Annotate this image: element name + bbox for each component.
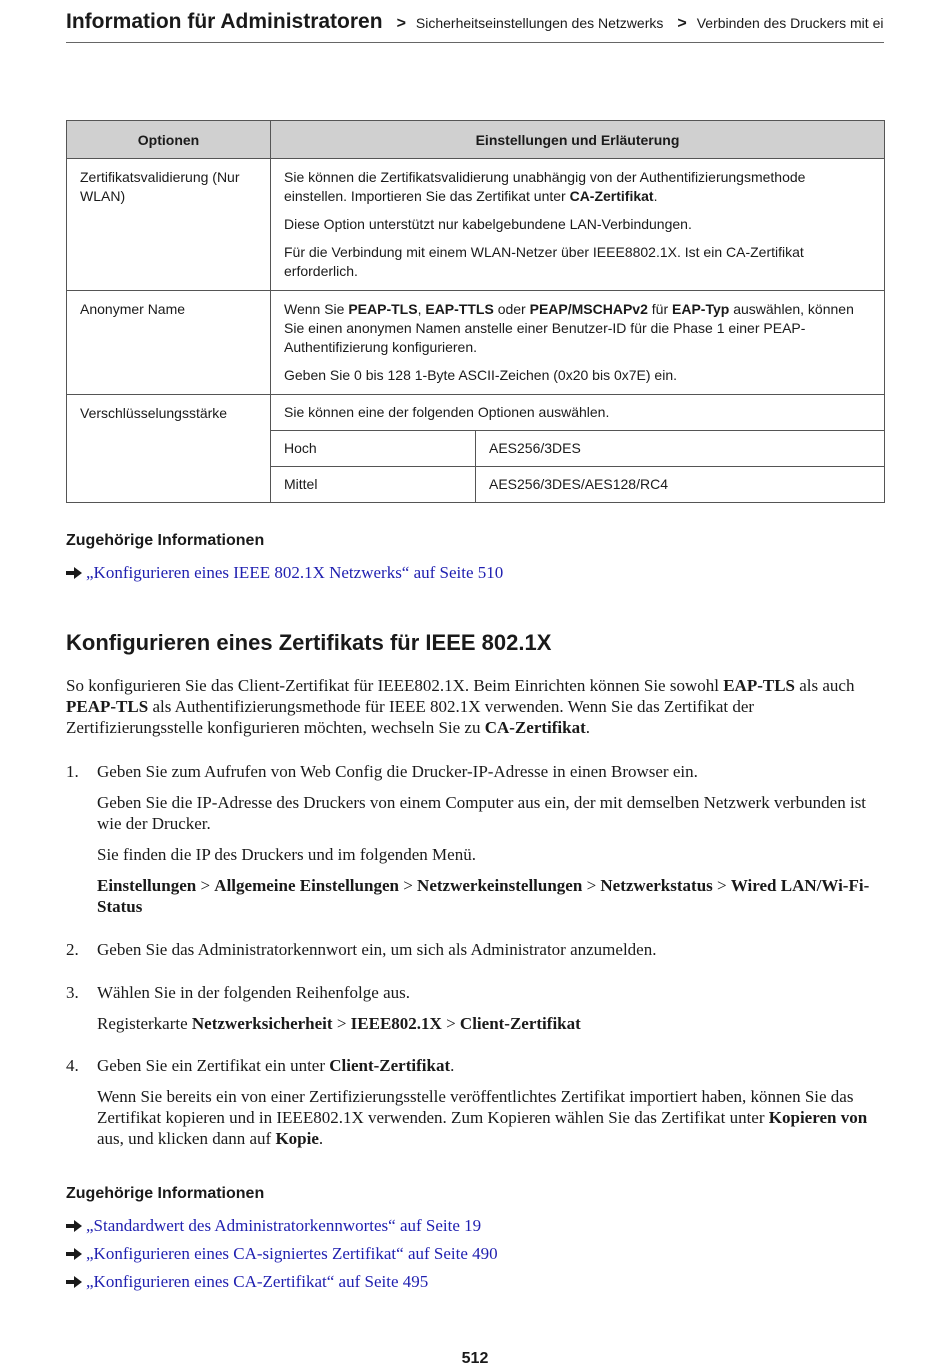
step-text: Wählen Sie in der folgenden Reihenfolge aus. [97,983,410,1002]
description-paragraph: Sie können die Zertifikatsvalidierung unabhängig von der Authentifizierungsmethode einstellen. Importieren Sie das Zertifikat unter CA-Zertifikat. [284,169,806,204]
column-header: Optionen [67,121,271,159]
step-number: 2. [66,940,79,959]
section-title: Konfigurieren eines Zertifikats für IEEE 802.1X [66,630,552,655]
breadcrumb-separator: > [396,15,406,32]
step-item [66,982,886,1034]
header-title: Information für Administratoren [66,10,383,33]
page-header [66,10,884,43]
related-link[interactable]: „Standardwert des Administratorkennwortes“ auf Seite 19 [66,1216,481,1236]
options-table [66,120,885,503]
option-description [271,395,885,503]
step-text: Wenn Sie bereits ein von einer Zertifizierungsstelle veröffentlichtes Zertifikat importiert haben, können Sie das Zertifikat kopieren und in IEEE802.1X verwenden. Zum Kopieren wählen Sie das Zertifikat unter Kopieren von aus, und klicken dann auf Kopie. [97,1087,868,1148]
arrow-right-icon [66,1276,82,1288]
related-link[interactable]: „Konfigurieren eines IEEE 802.1X Netzwerks“ auf Seite 510 [66,563,503,583]
option-description [271,159,885,291]
description-paragraph: Diese Option unterstützt nur kabelgebundene LAN-Verbindungen. [284,216,692,232]
option-description [271,291,885,395]
strength-level: Hoch [271,431,476,467]
arrow-right-icon [66,567,82,579]
arrow-right-icon [66,1248,82,1260]
step-text: Geben Sie ein Zertifikat ein unter Client-Zertifikat. [97,1056,455,1075]
table-row [67,291,885,395]
column-header: Einstellungen und Erläuterung [271,121,885,159]
strength-level: Mittel [271,467,476,503]
subtable-row [271,467,884,503]
section-intro: So konfigurieren Sie das Client-Zertifikat für IEEE802.1X. Beim Einrichten können Sie sowohl EAP-TLS als auch PEAP-TLS als Authentifizierungsmethode für IEEE 802.1X verwenden. Wenn Sie das Zertifikat der Zertifizierungsstelle konfigurieren möchten, wechseln Sie zu CA-Zertifikat. [66,676,855,737]
option-name: Anonymer Name [67,291,271,395]
description-paragraph: Geben Sie 0 bis 128 1-Byte ASCII-Zeichen (0x20 bis 0x7E) ein. [284,367,677,383]
description-paragraph: Wenn Sie PEAP-TLS, EAP-TTLS oder PEAP/MSCHAPv2 für EAP-Typ auswählen, können Sie einen anonymen Namen anstelle einer Benutzer-ID für die Phase 1 einer PEAP-Authentifizierung konfigurieren. [284,301,854,355]
related-link[interactable]: „Konfigurieren eines CA-signiertes Zertifikat“ auf Seite 490 [66,1244,498,1264]
related-link[interactable]: „Konfigurieren eines CA-Zertifikat“ auf Seite 495 [66,1272,428,1292]
table-row [67,395,885,503]
table-header-row [67,121,885,159]
related-info-heading: Zugehörige Informationen [66,532,265,549]
step-number: 4. [66,1056,79,1075]
option-name: Verschlüsselungsstärke [67,395,271,503]
description-paragraph: Sie können eine der folgenden Optionen auswählen. [271,395,884,431]
strength-value: AES256/3DES [476,431,885,467]
menu-path: Einstellungen > Allgemeine Einstellungen > Netzwerkeinstellungen > Netzwerkstatus > Wired LAN/Wi-Fi-Status [97,876,870,916]
option-name: Zertifikatsvalidierung (Nur WLAN) [67,159,271,291]
step-number: 1. [66,762,79,781]
related-info-heading: Zugehörige Informationen [66,1185,265,1202]
strength-value: AES256/3DES/AES128/RC4 [489,476,668,492]
strength-subtable [271,395,884,502]
step-number: 3. [66,983,79,1002]
description-paragraph: Für die Verbindung mit einem WLAN-Netzer über IEEE8802.1X. Ist ein CA-Zertifikat erforderlich. [284,244,804,279]
subtable-row [271,431,884,467]
step-item [66,1055,886,1149]
breadcrumb-separator: > [677,15,687,32]
table-row [67,159,885,291]
step-text: Geben Sie die IP-Adresse des Druckers von einem Computer aus ein, der mit demselben Netzwerk verbunden ist wie der Drucker. [97,793,867,833]
breadcrumb-item: Verbinden des Druckers mit ei [696,15,884,31]
breadcrumb-item: Sicherheitseinstellungen des Netzwerks [415,15,664,31]
page-number: 512 [461,1350,489,1367]
step-item [66,939,886,960]
step-text: Geben Sie zum Aufrufen von Web Config die Drucker-IP-Adresse in einen Browser ein. [97,762,698,781]
step-text: Sie finden die IP des Druckers und im folgenden Menü. [97,845,476,864]
step-item [66,761,886,917]
menu-path: Registerkarte Netzwerksicherheit > IEEE802.1X > Client-Zertifikat [97,1014,581,1033]
arrow-right-icon [66,1220,82,1232]
step-text: Geben Sie das Administratorkennwort ein, um sich als Administrator anzumelden. [97,940,657,959]
